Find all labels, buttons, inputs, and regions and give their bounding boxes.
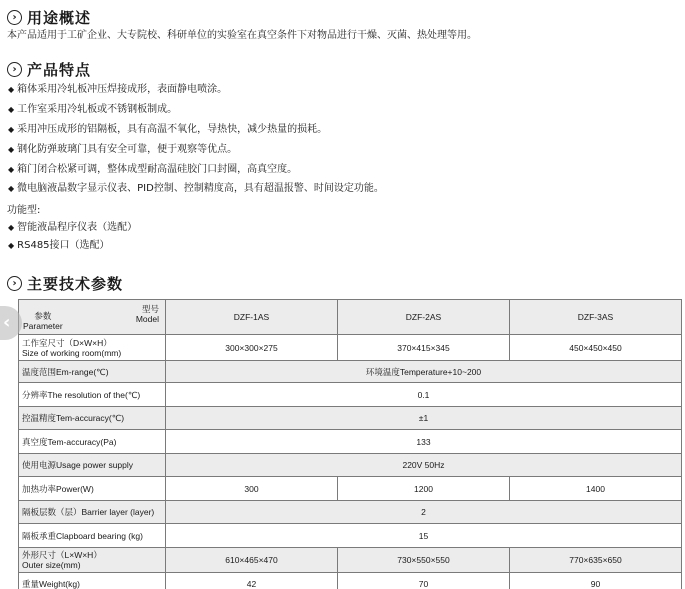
cell-value: 42: [166, 573, 338, 589]
cell-value: 370×415×345: [338, 335, 510, 361]
cell-value: 15: [166, 524, 682, 548]
diamond-bullet-icon: ◆: [8, 184, 15, 193]
row-label: 分辨率The resolution of the(℃): [19, 383, 166, 407]
chevron-right-icon: ›: [7, 10, 22, 25]
specs-title: 主要技术参数: [27, 275, 124, 293]
row-label: 温度范围Em-range(℃): [19, 361, 166, 383]
cell-value: 70: [338, 573, 510, 589]
row-label: 真空度Tem-accuracy(Pa): [19, 430, 166, 454]
chevron-left-icon: ‹: [3, 312, 11, 333]
cell-value: 133: [166, 430, 682, 454]
chevron-right-icon: ›: [7, 276, 22, 291]
cell-value: 300×300×275: [166, 335, 338, 361]
header-model-1: DZF-1AS: [166, 300, 338, 335]
row-label: 隔板承重Clapboard bearing (kg): [19, 524, 166, 548]
chevron-right-icon: ›: [7, 62, 22, 77]
table-row: [19, 548, 682, 573]
row-label: 隔板层数（层）Barrier layer (layer): [19, 501, 166, 524]
function-item: ◆ 智能液晶程序仪表（选配）: [8, 222, 138, 233]
spec-table: [18, 299, 682, 589]
cell-value: 770×635×650: [510, 548, 682, 573]
specs-heading: [7, 273, 123, 294]
table-row: [19, 524, 682, 548]
row-label: 工作室尺寸（D×W×H） Size of working room(mm): [19, 335, 166, 361]
feature-item: ◆ 箱体采用冷轧板冲压焊接成形，表面静电喷涂。: [8, 84, 228, 95]
diamond-bullet-icon: ◆: [8, 125, 15, 134]
spec-header-row: [19, 300, 682, 335]
cell-value: 300: [166, 477, 338, 501]
feature-item: ◆ 采用冲压成形的铝隔板，具有高温不氧化，导热快，减少热量的损耗。: [8, 124, 328, 135]
header-model-cn: 型号: [141, 304, 159, 314]
features-title: 产品特点: [27, 61, 92, 79]
row-label: 控温精度Tem-accuracy(℃): [19, 407, 166, 430]
feature-item: ◆ 箱门闭合松紧可调，整体成型耐高温硅胶门口封圈，高真空度。: [8, 164, 298, 175]
row-label: 加热功率Power(W): [19, 477, 166, 501]
table-row: [19, 361, 682, 383]
feature-item: ◆ 微电脑液晶数字显示仪表、PID控制、控制精度高，具有超温报警、时间设定功能。: [8, 183, 384, 194]
diamond-bullet-icon: ◆: [8, 223, 15, 232]
table-row: [19, 477, 682, 501]
table-row: [19, 430, 682, 454]
cell-value: 环境温度Temperature+10~200: [166, 361, 682, 383]
cell-value: ±1: [166, 407, 682, 430]
function-label: 功能型:: [7, 205, 41, 216]
function-item: ◆ RS485接口（选配）: [8, 240, 110, 251]
table-row: [19, 454, 682, 477]
header-model-3: DZF-3AS: [510, 300, 682, 335]
cell-value: 2: [166, 501, 682, 524]
diamond-bullet-icon: ◆: [8, 165, 15, 174]
cell-value: 0.1: [166, 383, 682, 407]
cell-value: 730×550×550: [338, 548, 510, 573]
row-label: 外形尺寸（L×W×H） Outer size(mm): [19, 548, 166, 573]
diamond-bullet-icon: ◆: [8, 145, 15, 154]
cell-value: 450×450×450: [510, 335, 682, 361]
diamond-bullet-icon: ◆: [8, 241, 15, 250]
row-label: 使用电源Usage power supply: [19, 454, 166, 477]
overview-text: 本产品适用于工矿企业、大专院校、科研单位的实验室在真空条件下对物品进行干燥、灭菌、热处理等用。: [7, 30, 477, 41]
header-corner-cell: [19, 300, 166, 335]
feature-item: ◆ 工作室采用冷轧板或不锈钢板制成。: [8, 104, 178, 115]
table-row: [19, 383, 682, 407]
overview-heading: [7, 7, 91, 28]
cell-value: 1400: [510, 477, 682, 501]
cell-value: 1200: [338, 477, 510, 501]
diamond-bullet-icon: ◆: [8, 85, 15, 94]
cell-value: 90: [510, 573, 682, 589]
table-row: [19, 407, 682, 430]
cell-value: 610×465×470: [166, 548, 338, 573]
row-label: 重量Weight(kg): [19, 573, 166, 589]
cell-value: 220V 50Hz: [166, 454, 682, 477]
table-row: [19, 335, 682, 361]
feature-item: ◆ 钢化防弹玻璃门具有安全可靠，便于观察等优点。: [8, 144, 238, 155]
header-param-en: Parameter: [23, 321, 63, 331]
table-row: [19, 501, 682, 524]
header-model-2: DZF-2AS: [338, 300, 510, 335]
table-row: [19, 573, 682, 589]
header-model-en: Model: [135, 314, 159, 324]
overview-title: 用途概述: [27, 9, 92, 27]
diamond-bullet-icon: ◆: [8, 105, 15, 114]
header-param-cn: 参数: [34, 311, 52, 321]
features-heading: [7, 59, 91, 80]
